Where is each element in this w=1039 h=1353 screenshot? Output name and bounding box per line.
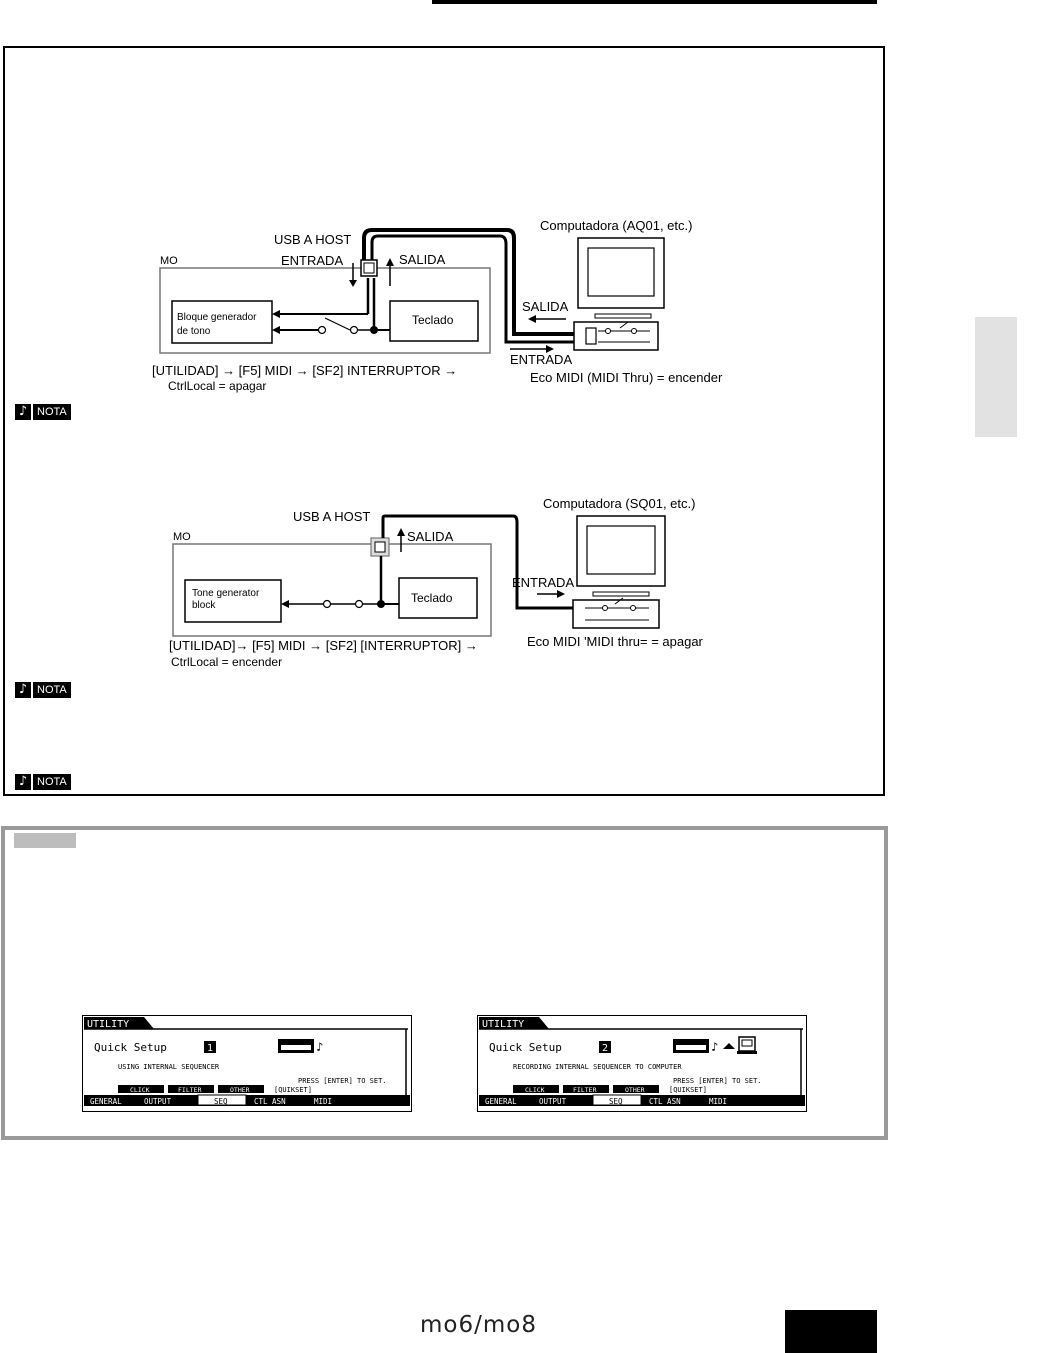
diagram-local-on xyxy=(165,494,735,672)
lcd-tab-output: OUTPUT xyxy=(144,1097,172,1106)
note-icon: ♪ xyxy=(711,1040,719,1054)
lcd-press-enter: PRESS [ENTER] TO SET. xyxy=(673,1077,762,1085)
nota-label: NOTA xyxy=(33,682,71,698)
local-ctrl-setting-2: CtrlLocal = encender xyxy=(171,655,283,669)
usb-host-label-2: USB A HOST xyxy=(293,509,371,524)
keyboard-label-2: Teclado xyxy=(411,591,453,605)
lcd-quikset: [QUIKSET] xyxy=(669,1086,707,1094)
lcd-screen-2 xyxy=(477,1015,807,1112)
note-icon: ♪ xyxy=(15,404,31,420)
lcd-tab-general: GENERAL xyxy=(90,1097,122,1106)
entrada-label-2: ENTRADA xyxy=(512,575,575,590)
lcd-tab-ctl-asn: CTL ASN xyxy=(254,1097,286,1106)
note-icon: ♪ xyxy=(316,1040,324,1054)
lcd-screen-1 xyxy=(82,1015,412,1112)
lcd-mode-text: RECORDING INTERNAL SEQUENCER TO COMPUTER xyxy=(513,1063,682,1071)
salida-label: SALIDA xyxy=(399,252,446,267)
lcd-tab-ctl-asn: CTL ASN xyxy=(649,1097,681,1106)
lcd-quikset: [QUIKSET] xyxy=(274,1086,312,1094)
lcd-button-row xyxy=(513,1085,659,1094)
lcd-filter-button: FILTER xyxy=(573,1086,597,1094)
keyboard-icon xyxy=(673,1039,709,1053)
lcd-setup-number: 1 xyxy=(207,1043,214,1054)
salida-pc-label: SALIDA xyxy=(522,299,569,314)
local-ctrl-setting: CtrlLocal = apagar xyxy=(168,379,267,393)
lcd-tab-general: GENERAL xyxy=(485,1097,517,1106)
lcd-click-button: CLICK xyxy=(525,1086,545,1094)
lcd-title: Quick Setup xyxy=(94,1041,167,1054)
usb-host-label: USB A HOST xyxy=(274,232,352,247)
header-rule xyxy=(432,0,877,4)
lcd-tab-midi: MIDI xyxy=(709,1097,728,1106)
tone-block-label-en-2: block xyxy=(192,600,216,611)
lcd-setup-number: 2 xyxy=(602,1043,609,1054)
tone-block-label-en: Tone generator xyxy=(192,588,260,599)
keyboard-icon xyxy=(278,1039,314,1053)
lcd-filter-button: FILTER xyxy=(178,1086,202,1094)
lcd-other-button: OTHER xyxy=(625,1086,645,1094)
computer-label-2: Computadora (SQ01, etc.) xyxy=(543,496,696,511)
box-tab xyxy=(14,833,76,848)
nota-label: NOTA xyxy=(33,774,71,790)
mo-label: MO xyxy=(160,255,178,267)
lcd-tab-bar xyxy=(479,1095,805,1106)
lcd-click-button: CLICK xyxy=(130,1086,150,1094)
lcd-header: UTILITY xyxy=(482,1019,525,1030)
note-icon: ♪ xyxy=(15,682,31,698)
midi-echo-setting-2: Eco MIDI 'MIDI thru= = apagar xyxy=(527,634,703,649)
entrada-pc-label: ENTRADA xyxy=(510,352,573,367)
lcd-button-row xyxy=(118,1085,264,1094)
chapter-side-tab xyxy=(975,317,1017,437)
nota-badge-3 xyxy=(15,774,71,790)
diagram-local-off xyxy=(150,218,740,396)
lcd-mode-text: USING INTERNAL SEQUENCER xyxy=(118,1063,220,1071)
lcd-tab-midi: MIDI xyxy=(314,1097,333,1106)
computer-label: Computadora (AQ01, etc.) xyxy=(540,218,693,233)
content-box-1 xyxy=(3,46,885,796)
lcd-tab-seq: SEQ xyxy=(214,1097,228,1106)
note-icon: ♪ xyxy=(15,774,31,790)
entrada-label: ENTRADA xyxy=(281,253,344,268)
product-logo: mo6/mo8 xyxy=(420,1312,537,1338)
path-instruction: [UTILIDAD] → [F5] MIDI → [SF2] INTERRUPTOR → xyxy=(152,363,458,378)
mo-label-2: MO xyxy=(173,531,191,543)
page-number-block xyxy=(785,1310,877,1353)
tone-block-label: Bloque generador xyxy=(177,312,257,323)
lcd-tab-seq: SEQ xyxy=(609,1097,623,1106)
salida-label-2: SALIDA xyxy=(407,529,454,544)
nota-badge-1 xyxy=(15,404,71,420)
tone-block-label-2: de tono xyxy=(177,326,211,337)
nota-label: NOTA xyxy=(33,404,71,420)
lcd-header: UTILITY xyxy=(87,1019,130,1030)
keyboard-label: Teclado xyxy=(412,313,454,327)
lcd-tab-bar xyxy=(84,1095,410,1106)
path-instruction-2: [UTILIDAD]→ [F5] MIDI → [SF2] [INTERRUPTOR] → xyxy=(169,638,478,653)
computer-icon xyxy=(737,1037,757,1054)
lcd-other-button: OTHER xyxy=(230,1086,250,1094)
lcd-tab-output: OUTPUT xyxy=(539,1097,567,1106)
nota-badge-2 xyxy=(15,682,71,698)
lcd-title: Quick Setup xyxy=(489,1041,562,1054)
midi-echo-setting: Eco MIDI (MIDI Thru) = encender xyxy=(530,370,723,385)
lcd-press-enter: PRESS [ENTER] TO SET. xyxy=(298,1077,387,1085)
